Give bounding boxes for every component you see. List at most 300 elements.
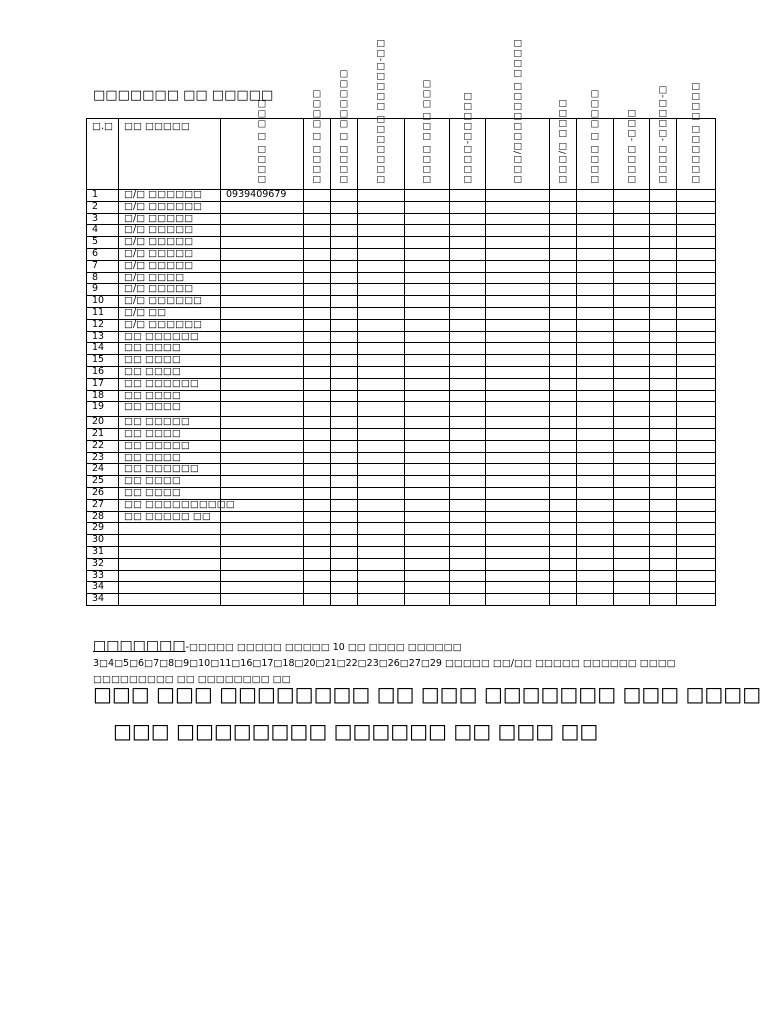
empty-cell <box>614 452 650 464</box>
empty-cell <box>650 523 677 535</box>
empty-cell <box>405 260 450 272</box>
empty-cell <box>677 237 716 249</box>
empty-cell <box>614 546 650 558</box>
contact-cell <box>221 476 304 488</box>
empty-cell <box>677 284 716 296</box>
empty-cell <box>677 378 716 390</box>
empty-cell <box>304 499 331 511</box>
column-header-label: □□□□ □ □□□□□□ <box>339 68 349 184</box>
empty-cell <box>486 248 550 260</box>
empty-cell <box>331 213 358 225</box>
empty-cell <box>650 570 677 582</box>
member-name <box>119 570 221 582</box>
empty-cell <box>486 343 550 355</box>
empty-cell <box>650 307 677 319</box>
empty-cell <box>405 440 450 452</box>
empty-cell <box>577 355 614 367</box>
empty-cell <box>550 237 577 249</box>
empty-cell <box>358 343 405 355</box>
empty-cell <box>550 417 577 429</box>
empty-cell <box>614 487 650 499</box>
empty-cell <box>405 366 450 378</box>
member-name: □□ □□□□ <box>119 476 221 488</box>
row-number: 31 <box>87 546 119 558</box>
column-header-5 <box>331 68 358 190</box>
table-row <box>87 296 716 308</box>
empty-cell <box>405 511 450 523</box>
empty-cell <box>550 476 577 488</box>
column-header-1: □.□ <box>87 119 119 190</box>
empty-cell <box>450 378 486 390</box>
empty-cell <box>486 487 550 499</box>
row-number: 27 <box>87 499 119 511</box>
empty-cell <box>304 535 331 547</box>
empty-cell <box>577 307 614 319</box>
table-row <box>87 237 716 249</box>
empty-cell <box>677 523 716 535</box>
table-row <box>87 213 716 225</box>
empty-cell <box>331 464 358 476</box>
contact-cell <box>221 319 304 331</box>
empty-cell <box>304 213 331 225</box>
empty-cell <box>614 296 650 308</box>
empty-cell <box>577 499 614 511</box>
member-name: □/□ □□□□□ <box>119 248 221 260</box>
empty-cell <box>304 201 331 213</box>
empty-cell <box>614 378 650 390</box>
empty-cell <box>614 390 650 402</box>
empty-cell <box>677 390 716 402</box>
empty-cell <box>405 558 450 570</box>
row-number: 4 <box>87 225 119 237</box>
member-name: □□ □□□□ <box>119 402 221 417</box>
empty-cell <box>331 343 358 355</box>
table-row <box>87 402 716 417</box>
column-header-10 <box>550 98 577 190</box>
empty-cell <box>405 284 450 296</box>
empty-cell <box>450 546 486 558</box>
empty-cell <box>550 594 577 606</box>
empty-cell <box>405 390 450 402</box>
contact-cell <box>221 452 304 464</box>
empty-cell <box>614 582 650 594</box>
empty-cell <box>331 535 358 547</box>
empty-cell <box>677 190 716 202</box>
empty-cell <box>358 476 405 488</box>
empty-cell <box>577 546 614 558</box>
empty-cell <box>331 378 358 390</box>
row-number: 32 <box>87 558 119 570</box>
empty-cell <box>405 296 450 308</box>
column-header-label: □□□□-□□□□□ <box>462 90 473 184</box>
empty-cell <box>358 535 405 547</box>
empty-cell <box>304 523 331 535</box>
empty-cell <box>358 523 405 535</box>
column-header-label: □□□□□□ □□□□ <box>691 81 701 184</box>
empty-cell <box>304 237 331 249</box>
empty-cell <box>358 260 405 272</box>
empty-cell <box>486 319 550 331</box>
table-row <box>87 319 716 331</box>
empty-cell <box>450 355 486 367</box>
empty-cell <box>304 452 331 464</box>
empty-cell <box>677 248 716 260</box>
column-header-3 <box>221 98 304 190</box>
empty-cell <box>405 499 450 511</box>
empty-cell <box>450 237 486 249</box>
column-header-11 <box>577 88 614 190</box>
empty-cell <box>304 331 331 343</box>
empty-cell <box>550 546 577 558</box>
empty-cell <box>577 487 614 499</box>
empty-cell <box>677 213 716 225</box>
contact-cell <box>221 296 304 308</box>
table-row <box>87 499 716 511</box>
contact-cell <box>221 417 304 429</box>
empty-cell <box>358 417 405 429</box>
empty-cell <box>550 558 577 570</box>
table-row <box>87 225 716 237</box>
contact-cell <box>221 248 304 260</box>
empty-cell <box>405 452 450 464</box>
empty-cell <box>650 452 677 464</box>
empty-cell <box>450 366 486 378</box>
row-number: 16 <box>87 366 119 378</box>
empty-cell <box>677 417 716 429</box>
empty-cell <box>550 260 577 272</box>
empty-cell <box>405 225 450 237</box>
empty-cell <box>304 355 331 367</box>
empty-cell <box>550 331 577 343</box>
empty-cell <box>650 558 677 570</box>
empty-cell <box>650 535 677 547</box>
empty-cell <box>331 190 358 202</box>
empty-cell <box>650 366 677 378</box>
table-row <box>87 428 716 440</box>
row-number: 2 <box>87 201 119 213</box>
table-row <box>87 594 716 606</box>
empty-cell <box>614 523 650 535</box>
empty-cell <box>614 511 650 523</box>
empty-cell <box>331 331 358 343</box>
empty-cell <box>614 558 650 570</box>
contact-cell <box>221 366 304 378</box>
empty-cell <box>677 366 716 378</box>
empty-cell <box>486 355 550 367</box>
empty-cell <box>450 558 486 570</box>
empty-cell <box>677 343 716 355</box>
empty-cell <box>358 390 405 402</box>
empty-cell <box>405 582 450 594</box>
empty-cell <box>405 237 450 249</box>
empty-cell <box>486 296 550 308</box>
empty-cell <box>577 343 614 355</box>
empty-cell <box>304 319 331 331</box>
empty-cell <box>614 201 650 213</box>
empty-cell <box>304 307 331 319</box>
empty-cell <box>677 511 716 523</box>
empty-cell <box>486 213 550 225</box>
note-text: -□□□□□ □□□□□ □□□□□ 10 □□ □□□□ □□□□□□ 3□4□5□6□7□8□9□10□11□16□17□18□20□21□22□23□26□27□29 □□□□□ □□/□□ □□□□□ □□□□□□ □□□□ □□□□□□□□□ □□ □□□□□□□□ □□ <box>93 642 676 685</box>
empty-cell <box>577 319 614 331</box>
table-row <box>87 260 716 272</box>
table-row <box>87 201 716 213</box>
empty-cell <box>550 284 577 296</box>
empty-cell <box>450 284 486 296</box>
table-row <box>87 464 716 476</box>
column-header-6 <box>358 37 405 190</box>
empty-cell <box>331 355 358 367</box>
empty-cell <box>486 307 550 319</box>
empty-cell <box>550 523 577 535</box>
contact-cell <box>221 272 304 284</box>
member-name: □/□ □□□□□□ <box>119 201 221 213</box>
empty-cell <box>331 319 358 331</box>
row-number: 24 <box>87 464 119 476</box>
empty-cell <box>331 284 358 296</box>
member-name: □□ □□□□□ <box>119 440 221 452</box>
empty-cell <box>614 476 650 488</box>
empty-cell <box>550 428 577 440</box>
empty-cell <box>614 213 650 225</box>
contact-cell <box>221 260 304 272</box>
empty-cell <box>550 452 577 464</box>
empty-cell <box>358 511 405 523</box>
empty-cell <box>450 201 486 213</box>
row-number: 14 <box>87 343 119 355</box>
empty-cell <box>577 452 614 464</box>
empty-cell <box>650 499 677 511</box>
empty-cell <box>614 190 650 202</box>
empty-cell <box>486 284 550 296</box>
member-name <box>119 582 221 594</box>
empty-cell <box>486 225 550 237</box>
empty-cell <box>577 570 614 582</box>
table-row <box>87 272 716 284</box>
empty-cell <box>650 260 677 272</box>
empty-cell <box>614 343 650 355</box>
empty-cell <box>331 296 358 308</box>
member-name: □□ □□□□□□ <box>119 331 221 343</box>
table-row <box>87 355 716 367</box>
empty-cell <box>450 248 486 260</box>
empty-cell <box>450 570 486 582</box>
empty-cell <box>677 570 716 582</box>
table-row <box>87 535 716 547</box>
empty-cell <box>405 487 450 499</box>
empty-cell <box>304 343 331 355</box>
empty-cell <box>304 190 331 202</box>
empty-cell <box>304 582 331 594</box>
empty-cell <box>450 523 486 535</box>
empty-cell <box>331 546 358 558</box>
empty-cell <box>614 319 650 331</box>
empty-cell <box>331 428 358 440</box>
empty-cell <box>677 440 716 452</box>
empty-cell <box>405 307 450 319</box>
empty-cell <box>650 594 677 606</box>
empty-cell <box>577 260 614 272</box>
empty-cell <box>486 402 550 417</box>
empty-cell <box>550 296 577 308</box>
table-row <box>87 440 716 452</box>
empty-cell <box>650 343 677 355</box>
contact-cell <box>221 390 304 402</box>
row-number: 28 <box>87 511 119 523</box>
empty-cell <box>358 355 405 367</box>
table-row <box>87 307 716 319</box>
empty-cell <box>550 366 577 378</box>
column-header-2: □□ □□□□□ <box>119 119 221 190</box>
empty-cell <box>486 331 550 343</box>
empty-cell <box>650 272 677 284</box>
empty-cell <box>677 201 716 213</box>
empty-cell <box>550 511 577 523</box>
empty-cell <box>304 511 331 523</box>
empty-cell <box>450 428 486 440</box>
table-body <box>87 190 716 606</box>
empty-cell <box>405 378 450 390</box>
empty-cell <box>304 594 331 606</box>
empty-cell <box>614 331 650 343</box>
empty-cell <box>577 296 614 308</box>
empty-cell <box>450 535 486 547</box>
empty-cell <box>677 582 716 594</box>
empty-cell <box>486 272 550 284</box>
row-number: 6 <box>87 248 119 260</box>
empty-cell <box>405 523 450 535</box>
table-row <box>87 378 716 390</box>
empty-cell <box>650 355 677 367</box>
page-title: □□□□□□□ □□ □□□□□ <box>93 88 274 103</box>
empty-cell <box>650 546 677 558</box>
empty-cell <box>450 213 486 225</box>
empty-cell <box>650 213 677 225</box>
contact-cell <box>221 284 304 296</box>
empty-cell <box>650 402 677 417</box>
empty-cell <box>486 464 550 476</box>
empty-cell <box>614 260 650 272</box>
empty-cell <box>650 487 677 499</box>
contact-cell <box>221 535 304 547</box>
empty-cell <box>405 535 450 547</box>
empty-cell <box>304 225 331 237</box>
empty-cell <box>304 417 331 429</box>
empty-cell <box>550 440 577 452</box>
empty-cell <box>450 452 486 464</box>
empty-cell <box>614 464 650 476</box>
member-name: □□ □□□□ <box>119 355 221 367</box>
empty-cell <box>614 417 650 429</box>
table-row <box>87 452 716 464</box>
empty-cell <box>677 487 716 499</box>
empty-cell <box>450 319 486 331</box>
empty-cell <box>304 570 331 582</box>
table-row <box>87 331 716 343</box>
empty-cell <box>405 343 450 355</box>
empty-cell <box>331 440 358 452</box>
column-header-9 <box>486 38 550 190</box>
empty-cell <box>304 402 331 417</box>
contact-cell <box>221 570 304 582</box>
member-name <box>119 523 221 535</box>
member-name: □□ □□□□ <box>119 343 221 355</box>
empty-cell <box>486 499 550 511</box>
empty-cell <box>677 464 716 476</box>
empty-cell <box>650 284 677 296</box>
contact-cell <box>221 428 304 440</box>
member-name: □/□ □□ <box>119 307 221 319</box>
empty-cell <box>358 190 405 202</box>
empty-cell <box>331 225 358 237</box>
empty-cell <box>650 464 677 476</box>
empty-cell <box>614 284 650 296</box>
contact-cell <box>221 307 304 319</box>
empty-cell <box>650 225 677 237</box>
empty-cell <box>450 272 486 284</box>
empty-cell <box>577 225 614 237</box>
empty-cell <box>614 225 650 237</box>
empty-cell <box>614 248 650 260</box>
empty-cell <box>650 511 677 523</box>
empty-cell <box>677 355 716 367</box>
empty-cell <box>358 487 405 499</box>
table-row <box>87 558 716 570</box>
contact-cell <box>221 440 304 452</box>
column-header-label: □□□/□ □□□□ <box>558 98 568 184</box>
row-number: 9 <box>87 284 119 296</box>
empty-cell <box>358 296 405 308</box>
empty-cell <box>577 190 614 202</box>
empty-cell <box>550 582 577 594</box>
empty-cell <box>550 499 577 511</box>
empty-cell <box>486 190 550 202</box>
table-row <box>87 390 716 402</box>
empty-cell <box>614 428 650 440</box>
member-name <box>119 558 221 570</box>
empty-cell <box>677 296 716 308</box>
empty-cell <box>405 546 450 558</box>
member-name <box>119 546 221 558</box>
empty-cell <box>550 390 577 402</box>
empty-cell <box>304 558 331 570</box>
empty-cell <box>450 343 486 355</box>
table-row <box>87 546 716 558</box>
empty-cell <box>650 417 677 429</box>
row-number: 1 <box>87 190 119 202</box>
empty-cell <box>358 582 405 594</box>
column-header-label: □□□□ □ □□□□ <box>312 88 322 184</box>
table-row <box>87 476 716 488</box>
empty-cell <box>577 272 614 284</box>
column-header-label: □□□□ -□□□ <box>626 107 637 184</box>
empty-cell <box>577 402 614 417</box>
empty-cell <box>486 546 550 558</box>
member-name: □□ □□□□ <box>119 428 221 440</box>
empty-cell <box>450 511 486 523</box>
empty-cell <box>405 190 450 202</box>
empty-cell <box>550 402 577 417</box>
empty-cell <box>650 248 677 260</box>
empty-cell <box>358 499 405 511</box>
empty-cell <box>677 260 716 272</box>
contact-cell <box>221 201 304 213</box>
empty-cell <box>358 594 405 606</box>
contact-cell <box>221 594 304 606</box>
empty-cell <box>358 284 405 296</box>
member-name: □/□ □□□□□ <box>119 237 221 249</box>
empty-cell <box>614 440 650 452</box>
